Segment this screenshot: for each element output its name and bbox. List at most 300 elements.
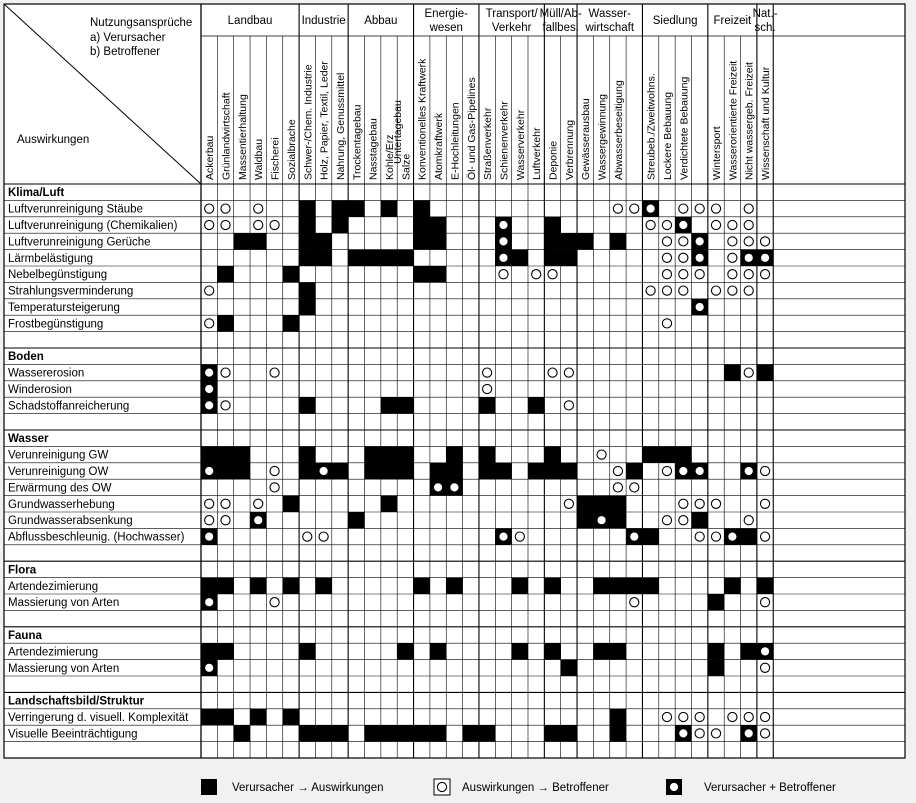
cell-verursacher [332, 463, 348, 479]
cell-betroffener [303, 532, 312, 541]
cell-verursacher [561, 463, 577, 479]
cell-betroffener [532, 270, 541, 279]
cell-verursacher-betroffener-dot [434, 483, 443, 492]
group-header: fallbes. [542, 22, 579, 34]
column-header: Salze [400, 153, 413, 180]
cell-betroffener [270, 483, 279, 492]
row-label: Verunreinigung GW [8, 449, 109, 462]
cell-verursacher-betroffener-dot [761, 647, 770, 656]
cell-verursacher-betroffener-dot [499, 532, 508, 541]
row-label: Luftverunreinigung (Chemikalien) [8, 220, 178, 232]
cell-betroffener [760, 729, 769, 738]
cell-verursacher [626, 578, 642, 594]
cell-verursacher [315, 250, 331, 266]
cell-verursacher [397, 725, 413, 741]
cell-verursacher-betroffener-dot [728, 532, 737, 541]
cell-verursacher [381, 250, 397, 266]
cell-betroffener [679, 253, 688, 262]
cell-verursacher [741, 643, 757, 659]
legend-symbol-circle [437, 782, 446, 791]
column-header: Öl- und Gas-Pipelines [465, 77, 478, 180]
cell-betroffener [254, 204, 263, 213]
cell-verursacher [430, 725, 446, 741]
cell-verursacher [642, 578, 658, 594]
row-label: Grundwasserhebung [8, 498, 115, 511]
cell-verursacher [544, 643, 560, 659]
cell-betroffener [760, 466, 769, 475]
cell-betroffener [728, 270, 737, 279]
group-header: Industrie [301, 15, 346, 27]
cell-verursacher-betroffener-dot [319, 467, 328, 476]
group-header: Müll/Ab- [539, 8, 582, 20]
cell-betroffener [711, 204, 720, 213]
cell-betroffener [270, 466, 279, 475]
cell-verursacher [642, 528, 658, 544]
row-label: Nebelbegünstigung [8, 269, 108, 282]
group-header: Nat.- [752, 8, 778, 20]
cell-verursacher [430, 643, 446, 659]
cell-verursacher [528, 397, 544, 413]
legend-label: Auswirkungen → Betroffener [462, 782, 609, 794]
column-header: Fischerei [269, 137, 282, 180]
cell-verursacher [512, 578, 528, 594]
column-header: Deponie [547, 140, 560, 180]
cell-verursacher [593, 578, 609, 594]
cell-verursacher [299, 397, 315, 413]
cell-verursacher [283, 315, 299, 331]
cell-betroffener [613, 204, 622, 213]
cell-verursacher [299, 725, 315, 741]
cell-verursacher [610, 512, 626, 528]
cell-verursacher [381, 496, 397, 512]
cell-verursacher [463, 725, 479, 741]
cell-betroffener [744, 270, 753, 279]
cell-betroffener [728, 220, 737, 229]
cell-verursacher [544, 233, 560, 249]
cell-verursacher [348, 200, 364, 216]
cell-verursacher [217, 578, 233, 594]
row-label: Massierung von Arten [8, 662, 120, 675]
cell-verursacher [250, 233, 266, 249]
cell-verursacher-betroffener-dot [695, 303, 704, 312]
cell-verursacher [201, 446, 217, 462]
cell-verursacher [479, 397, 495, 413]
cell-verursacher [414, 578, 430, 594]
section-label: Klima/Luft [8, 187, 65, 200]
cell-verursacher-betroffener-dot [205, 663, 214, 672]
row-label: Lärmbelästigung [8, 252, 94, 265]
cell-betroffener [205, 499, 214, 508]
cell-verursacher-betroffener-dot [254, 516, 263, 525]
cell-betroffener [613, 466, 622, 475]
cell-verursacher [217, 266, 233, 282]
column-header: Verdichtete Bebauung [678, 76, 691, 180]
row-label: Winderosion [8, 384, 72, 396]
cell-betroffener [515, 532, 524, 541]
column-header: Verbrennung [563, 119, 576, 180]
cell-verursacher [610, 725, 626, 741]
column-header: Wasserorientierte Freizeit [727, 60, 740, 180]
corner-b-label: b) Betroffener [90, 46, 161, 58]
cell-verursacher [430, 217, 446, 233]
column-header: Wintersport [711, 126, 724, 180]
cell-verursacher [217, 446, 233, 462]
cell-betroffener [711, 220, 720, 229]
cell-verursacher [659, 446, 675, 462]
column-header: Nasstagebau [367, 118, 380, 180]
cell-verursacher [332, 217, 348, 233]
row-label: Artendezimierung [8, 580, 99, 593]
cell-verursacher [332, 725, 348, 741]
cell-betroffener [728, 237, 737, 246]
cell-betroffener [679, 237, 688, 246]
cell-verursacher [708, 594, 724, 610]
cell-verursacher [365, 446, 381, 462]
cell-betroffener [695, 532, 704, 541]
cell-betroffener [760, 237, 769, 246]
cell-verursacher [397, 643, 413, 659]
cell-betroffener [662, 712, 671, 721]
cell-betroffener [221, 401, 230, 410]
cell-verursacher [250, 578, 266, 594]
cell-betroffener [319, 532, 328, 541]
cell-betroffener [205, 204, 214, 213]
cell-verursacher [283, 709, 299, 725]
cell-verursacher [414, 266, 430, 282]
cell-betroffener [728, 286, 737, 295]
cell-verursacher [299, 282, 315, 298]
row-label: Strahlungsverminderung [8, 285, 134, 298]
group-header: sch. [754, 22, 776, 34]
cell-verursacher-betroffener-dot [630, 532, 639, 541]
section-label: Fauna [8, 630, 42, 642]
cell-verursacher [692, 512, 708, 528]
cell-verursacher [381, 463, 397, 479]
cell-verursacher [201, 643, 217, 659]
cell-verursacher [348, 250, 364, 266]
corner-top-label: Nutzungsansprüche [90, 17, 193, 29]
cell-verursacher [299, 250, 315, 266]
cell-betroffener [662, 286, 671, 295]
cell-verursacher [561, 233, 577, 249]
cell-betroffener [760, 663, 769, 672]
cell-betroffener [613, 483, 622, 492]
cell-betroffener [728, 253, 737, 262]
cell-verursacher [430, 463, 446, 479]
cell-verursacher [397, 463, 413, 479]
corner-a-label: a) Verursacher [90, 32, 166, 44]
cell-betroffener [499, 270, 508, 279]
cell-betroffener [205, 220, 214, 229]
cell-betroffener [711, 499, 720, 508]
cell-verursacher-betroffener-dot [744, 467, 753, 476]
column-header: Atomkraftwerk [433, 112, 446, 180]
column-header: Lockere Bebauung [661, 91, 674, 180]
cell-verursacher-betroffener-dot [679, 467, 688, 476]
cell-verursacher [315, 578, 331, 594]
cell-verursacher-betroffener-dot [205, 401, 214, 410]
cell-verursacher [217, 643, 233, 659]
cell-betroffener [662, 516, 671, 525]
cell-verursacher [610, 233, 626, 249]
column-header: Massentierhaltung [236, 94, 249, 180]
cell-verursacher-betroffener-dot [205, 385, 214, 394]
column-header: Abwasserbeseitigung [612, 80, 625, 180]
legend-symbol-both-dot [670, 783, 679, 792]
cell-betroffener [254, 220, 263, 229]
cell-verursacher [561, 660, 577, 676]
cell-verursacher [201, 578, 217, 594]
cell-verursacher [283, 266, 299, 282]
row-label: Luftverunreinigung Stäube [8, 203, 143, 216]
cell-betroffener [646, 286, 655, 295]
cell-betroffener [630, 483, 639, 492]
cell-betroffener [711, 532, 720, 541]
cell-betroffener [630, 598, 639, 607]
cell-verursacher [708, 660, 724, 676]
cell-verursacher [299, 233, 315, 249]
cell-verursacher [642, 446, 658, 462]
cell-verursacher [593, 496, 609, 512]
column-header: Nicht wassergeb. Freizeit [743, 62, 756, 180]
column-header: Wassergewinnung [596, 94, 609, 180]
row-label: Visuelle Beeinträchtigung [8, 728, 138, 741]
cell-betroffener [270, 598, 279, 607]
cell-verursacher [332, 200, 348, 216]
cell-betroffener [760, 270, 769, 279]
column-overlay-label: Untertagebau [392, 100, 405, 164]
cell-betroffener [744, 712, 753, 721]
cell-verursacher [283, 578, 299, 594]
group-header: Verkehr [491, 22, 532, 34]
cell-verursacher [561, 250, 577, 266]
cell-betroffener [662, 466, 671, 475]
cell-verursacher [544, 250, 560, 266]
cell-verursacher [544, 725, 560, 741]
cell-betroffener [679, 499, 688, 508]
group-header: Transport/ [485, 8, 538, 20]
row-label: Abflussbeschleunig. (Hochwasser) [8, 531, 185, 544]
column-header: Kohle/Erz [384, 134, 397, 180]
cell-verursacher [381, 200, 397, 216]
cell-betroffener [679, 712, 688, 721]
cell-verursacher [757, 364, 773, 380]
cell-verursacher [446, 463, 462, 479]
cell-verursacher [381, 446, 397, 462]
cell-verursacher [201, 709, 217, 725]
column-header: Holz, Papier, Textil, Leder [318, 61, 331, 180]
column-header: Luftverkehr [531, 127, 544, 180]
cell-betroffener [760, 598, 769, 607]
cell-verursacher [283, 496, 299, 512]
cell-betroffener [564, 368, 573, 377]
column-header: Streubeb./Zweitwohns. [645, 73, 658, 180]
cell-verursacher-betroffener-dot [499, 221, 508, 230]
column-header: Nahrung, Genussmittel [334, 72, 347, 180]
cell-verursacher [234, 725, 250, 741]
cell-betroffener [744, 220, 753, 229]
cell-betroffener [548, 368, 557, 377]
cell-verursacher [365, 250, 381, 266]
cell-verursacher [299, 446, 315, 462]
cell-verursacher [414, 233, 430, 249]
cell-betroffener [630, 204, 639, 213]
row-label: Verunreinigung OW [8, 466, 109, 478]
section-label: Landschaftsbild/Struktur [8, 695, 145, 708]
cell-verursacher [414, 217, 430, 233]
cell-betroffener [270, 220, 279, 229]
cell-betroffener [728, 712, 737, 721]
cell-verursacher-betroffener-dot [450, 483, 459, 492]
cell-betroffener [597, 450, 606, 459]
cell-betroffener [205, 516, 214, 525]
cell-betroffener [695, 270, 704, 279]
cell-betroffener [695, 729, 704, 738]
cell-verursacher [544, 446, 560, 462]
cell-verursacher [561, 725, 577, 741]
cell-betroffener [221, 516, 230, 525]
cell-verursacher [234, 463, 250, 479]
cell-verursacher [512, 643, 528, 659]
cell-verursacher [724, 578, 740, 594]
corner-bottom-label: Auswirkungen [17, 134, 90, 146]
group-header: Wasser- [588, 8, 631, 20]
cell-verursacher [544, 578, 560, 594]
column-header: Waldbau [253, 138, 266, 180]
cell-verursacher [544, 463, 560, 479]
cell-verursacher [446, 446, 462, 462]
cell-verursacher-betroffener-dot [744, 253, 753, 262]
cell-verursacher [365, 725, 381, 741]
cell-verursacher [544, 217, 560, 233]
cell-verursacher-betroffener-dot [205, 368, 214, 377]
cell-betroffener [483, 384, 492, 393]
group-header: Landbau [227, 15, 273, 27]
column-header: Straßenverkehr [482, 107, 495, 180]
cell-verursacher [610, 578, 626, 594]
cell-betroffener [221, 368, 230, 377]
cell-betroffener [679, 270, 688, 279]
cell-betroffener [662, 253, 671, 262]
cell-betroffener [646, 220, 655, 229]
cell-verursacher [348, 512, 364, 528]
cell-betroffener [744, 368, 753, 377]
cell-verursacher [234, 233, 250, 249]
cell-betroffener [270, 368, 279, 377]
section-label: Wasser [8, 433, 49, 446]
group-header: wesen [429, 22, 463, 34]
cell-betroffener [679, 204, 688, 213]
cell-verursacher [495, 463, 511, 479]
column-header: Sozialbrache [285, 119, 298, 180]
cell-verursacher-betroffener-dot [695, 253, 704, 262]
cell-betroffener [254, 499, 263, 508]
cell-betroffener [205, 319, 214, 328]
cell-verursacher-betroffener-dot [695, 467, 704, 476]
cell-verursacher [250, 709, 266, 725]
cell-verursacher-betroffener-dot [499, 253, 508, 262]
cell-verursacher [234, 446, 250, 462]
cell-verursacher [446, 578, 462, 594]
cell-verursacher [299, 217, 315, 233]
cell-verursacher-betroffener-dot [205, 467, 214, 476]
row-label: Wassererosion [8, 367, 85, 380]
cell-verursacher [397, 397, 413, 413]
cell-betroffener [711, 729, 720, 738]
cell-verursacher [365, 463, 381, 479]
legend-label: Verursacher + Betroffener [704, 782, 836, 794]
cell-verursacher [610, 709, 626, 725]
group-header: Energie- [424, 8, 468, 20]
cell-verursacher-betroffener-dot [761, 253, 770, 262]
column-header: Wasserverkehr [514, 109, 527, 180]
cell-betroffener [662, 237, 671, 246]
cell-verursacher [626, 463, 642, 479]
cell-verursacher-betroffener-dot [499, 237, 508, 246]
cell-verursacher-betroffener-dot [646, 204, 655, 213]
column-header: Trockentagebau [351, 104, 364, 180]
group-header: Abbau [364, 15, 398, 27]
cell-verursacher [479, 463, 495, 479]
cell-betroffener [679, 286, 688, 295]
cell-verursacher [593, 643, 609, 659]
cell-verursacher-betroffener-dot [679, 221, 688, 230]
cell-verursacher [479, 446, 495, 462]
row-label: Luftverunreinigung Gerüche [8, 236, 151, 249]
cell-betroffener [221, 499, 230, 508]
row-label: Massierung von Arten [8, 597, 120, 610]
cell-verursacher [610, 643, 626, 659]
cell-betroffener [205, 286, 214, 295]
cell-betroffener [548, 270, 557, 279]
cell-verursacher [381, 397, 397, 413]
cell-verursacher [217, 315, 233, 331]
cell-betroffener [760, 712, 769, 721]
cell-verursacher [512, 250, 528, 266]
row-label: Grundwasserabsenkung [8, 515, 133, 528]
legend-label: Verursacher → Auswirkungen [232, 782, 384, 794]
cell-betroffener [221, 220, 230, 229]
column-header: Schwer-/Chem. Industrie [302, 64, 315, 180]
column-header: Konventionelles Kraftwerk [416, 58, 429, 180]
cell-betroffener [662, 220, 671, 229]
cell-verursacher-betroffener-dot [744, 729, 753, 738]
cell-verursacher [479, 725, 495, 741]
cell-betroffener [744, 204, 753, 213]
cell-verursacher [724, 364, 740, 380]
cell-betroffener [760, 532, 769, 541]
cell-betroffener [744, 516, 753, 525]
row-label: Temperatursteigerung [8, 302, 120, 314]
column-header: Grünlandwirtschaft [220, 92, 233, 180]
row-label: Artendezimierung [8, 646, 99, 659]
cell-verursacher [315, 233, 331, 249]
cell-betroffener [695, 499, 704, 508]
cell-betroffener [662, 270, 671, 279]
cell-verursacher [430, 266, 446, 282]
cell-verursacher [577, 233, 593, 249]
column-header: Gewässerausbau [580, 98, 593, 180]
cell-verursacher [414, 725, 430, 741]
cell-betroffener [564, 499, 573, 508]
cell-betroffener [744, 237, 753, 246]
cell-betroffener [221, 204, 230, 213]
column-header: E-Hochleitungen [449, 102, 462, 180]
row-label: Frostbegünstigung [8, 318, 104, 331]
group-header: Siedlung [652, 15, 698, 27]
cell-verursacher-betroffener-dot [205, 598, 214, 607]
cell-betroffener [760, 499, 769, 508]
